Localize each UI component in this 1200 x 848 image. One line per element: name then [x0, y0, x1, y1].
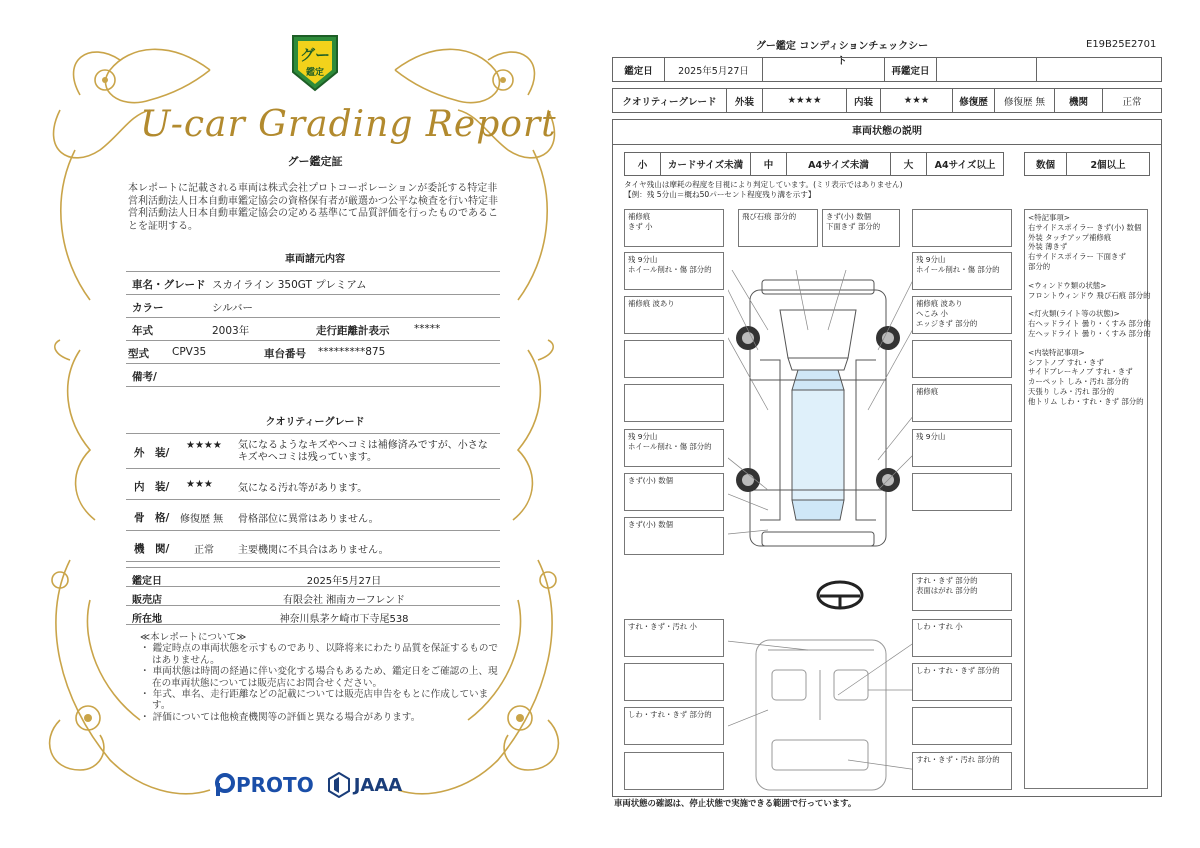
damage-box-right-fender: 補修痕 波あり へこみ 小 エッジきず 部分的 — [912, 296, 1012, 334]
interior-diagram — [756, 640, 886, 790]
date-value: 2025年5月27日 — [665, 58, 763, 81]
spec-mileage-label: 走行距離計表示 — [316, 325, 390, 337]
damage-box-interior-7 — [624, 752, 724, 790]
spec-row-remarks — [126, 363, 500, 387]
certificate-heading: グー鑑定証 — [287, 155, 343, 168]
tire-note-line-2: 【例：残 5分山＝概ね50パーセント程度残り溝を示す】 — [624, 190, 816, 199]
exterior-desc: 気になるようなキズやヘコミは補修済みですが、小さなキズやヘコミは残っています。 — [238, 440, 488, 463]
count-desc: 2個以上 — [1090, 160, 1126, 171]
special-item: フロントウィンドウ 飛び石痕 部分的 — [1028, 290, 1151, 300]
report-title: U-car Grading Report — [140, 104, 557, 145]
damage-box-top-far — [912, 209, 1012, 247]
size-legend — [624, 152, 1004, 176]
damage-box-right-door-front — [912, 340, 1012, 378]
special-item: サイドブレーキノブ すれ・きず — [1028, 367, 1133, 377]
address-label: 所在地 — [132, 614, 162, 625]
special-item: 部分的 — [1028, 261, 1051, 271]
grade-row — [612, 88, 1162, 113]
int-value: ★★★ — [881, 89, 953, 112]
special-item: 他トリム しわ・すれ・きず 部分的 — [1028, 396, 1144, 406]
special-heading: <特記事項> — [1028, 213, 1070, 222]
dealer-label: 販売店 — [132, 595, 162, 606]
special-item: シフトノブ すれ・きず — [1028, 357, 1104, 367]
damage-box-right-rear-quarter — [912, 473, 1012, 511]
damage-box-front-spoiler: きず(小) 数個 下面きず 部分的 — [822, 209, 900, 247]
sheet-title: グー鑑定 コンディションチェックシート — [755, 41, 929, 67]
spec-model-label: 型式 — [128, 348, 149, 360]
size-mid: 中 — [751, 153, 787, 175]
damage-box-wheel-rr: 残 9分山 — [912, 429, 1012, 467]
quality-grade-heading: クオリティーグレード — [265, 417, 365, 428]
address-value: 神奈川県茅ケ崎市下寺尾538 — [279, 614, 409, 625]
certificate-text: 本レポートに記載される車両は株式会社プロトコーポレーションが委託する特定非営利活動法人日本自動車鑑定協会の資格保有者が厳選かつ公平な検査を行い特定非営利活動法人日本自動車鑑定協会の定める基準にて品質評価を行ったものであることを証明する。 — [128, 183, 498, 232]
dealer-row — [126, 586, 500, 606]
special-item: 右ヘッドライト 曇り・くすみ 部分的 — [1028, 319, 1151, 329]
damage-box-left-fender: 補修痕 波あり — [624, 296, 724, 334]
note-item: ・ 車両状態は時間の経過に伴い変化する場合もあるため、鑑定日をご確認の上、現在の車両状態については販売店にお問合せください。 — [140, 666, 498, 689]
special-item: 天張り しみ・汚れ 部分的 — [1028, 386, 1114, 396]
damage-box-left-door-front — [624, 340, 724, 378]
quality-row-exterior — [126, 433, 500, 469]
redate-label: 再鑑定日 — [885, 58, 937, 81]
engine-value: 正常 — [1122, 96, 1142, 108]
dealer-value: 有限会社 湘南カーフレンド — [282, 595, 406, 606]
size-large-desc: A4サイズ以上 — [934, 160, 996, 171]
spec-color-value: シルバー — [212, 302, 254, 314]
spec-mileage-value: ***** — [414, 323, 441, 335]
engine-value: 正常 — [194, 545, 214, 556]
jaaa-logo — [328, 772, 403, 798]
spec-row-year — [126, 317, 500, 341]
engine-desc: 主要機関に不具合はありません。 — [238, 545, 389, 556]
size-large: 大 — [891, 153, 927, 175]
interior-heading: <内装特記事項> — [1028, 347, 1085, 357]
damage-box-interior-2: しわ・すれ 小 — [912, 619, 1012, 657]
damage-box-interior-5: しわ・すれ・きず 部分的 — [624, 707, 724, 745]
repair-value: 修復歴 無 — [995, 89, 1055, 112]
damage-box-rear: きず(小) 数個 — [624, 517, 724, 555]
engine-label: 機 関/ — [134, 543, 170, 555]
footer-logos — [214, 770, 402, 800]
spec-year-label: 年式 — [132, 325, 153, 337]
goo-kantei-badge-icon — [287, 32, 343, 94]
sheet-code: E19B25E2701 — [1086, 39, 1157, 50]
special-notes-box — [1024, 209, 1151, 789]
int-label: 内装 — [847, 89, 881, 112]
spec-name-value: スカイライン 350GT プレミアム — [212, 279, 367, 291]
damage-box-left-rear-quarter: きず(小) 数個 — [624, 473, 724, 511]
redate-value — [937, 58, 1037, 81]
date-blank — [763, 58, 885, 81]
damage-box-windshield: 飛び石痕 部分的 — [738, 209, 818, 247]
spec-color-label: カラー — [132, 302, 164, 314]
damage-box-interior-3 — [624, 663, 724, 701]
interior-desc: 気になる汚れ等があります。 — [238, 483, 368, 494]
qg-label: クオリティーグレード — [613, 89, 727, 112]
quality-row-frame — [126, 499, 500, 531]
window-heading: <ウィンドウ類の状態> — [1028, 280, 1107, 290]
grading-date-row — [126, 567, 500, 587]
spec-row-name — [126, 271, 500, 295]
condition-check-sheet — [608, 0, 1200, 848]
interior-label: 内 装/ — [134, 481, 170, 493]
spec-row-model — [126, 340, 500, 364]
special-item: 右サイドスポイラー きず(小) 数個 — [1028, 222, 1142, 232]
proto-mark-icon — [214, 773, 236, 797]
quality-grade-table — [126, 434, 500, 562]
spec-name-label: 車名・グレード — [132, 279, 206, 291]
spec-model-value: CPV35 — [172, 346, 207, 358]
vehicle-spec-table — [126, 272, 500, 387]
frame-label: 骨 格/ — [134, 512, 170, 524]
damage-box-left-door-rear — [624, 384, 724, 422]
frame-desc: 骨格部位に異常はありません。 — [238, 514, 379, 525]
grading-date-value: 2025年5月27日 — [306, 576, 382, 587]
tire-note — [624, 180, 903, 200]
lights-heading: <灯火類(ライト等の状態)> — [1028, 309, 1120, 319]
special-item: 右サイドスポイラー 下面きず — [1028, 252, 1126, 262]
notes-heading: ≪本レポートについて≫ — [140, 632, 247, 643]
dealer-info-table — [126, 568, 500, 625]
engine-label: 機関 — [1055, 89, 1103, 112]
special-item: 外装 薄きず — [1028, 242, 1068, 252]
damage-box-wheel-fr: 残 9分山 ホイール削れ・傷 部分的 — [912, 252, 1012, 290]
jaaa-mark-icon — [328, 772, 350, 798]
damage-box-interior-8: すれ・きず・汚れ 部分的 — [912, 752, 1012, 790]
spec-year-value: 2003年 — [212, 325, 250, 337]
exterior-stars: ★★★★ — [186, 440, 222, 451]
ext-label: 外装 — [727, 89, 763, 112]
date-label: 鑑定日 — [613, 58, 665, 81]
damage-box-front-left: 補修痕 きず 小 — [624, 209, 724, 247]
quality-row-engine — [126, 530, 500, 562]
panel-title: 車両状態の説明 — [612, 119, 1162, 145]
damage-box-interior-6 — [912, 707, 1012, 745]
address-row — [126, 605, 500, 625]
note-item: ・ 鑑定時点の車両状態を示すものであり、以降将来にわたり品質を保証するものではありません。 — [140, 643, 499, 666]
frame-value: 修復歴 無 — [180, 514, 224, 525]
grading-date-label: 鑑定日 — [132, 576, 162, 587]
badge-main-text: グー — [299, 46, 331, 64]
spec-chassis-label: 車台番号 — [264, 348, 306, 360]
damage-box-steering: すれ・きず 部分的 表面はがれ 部分的 — [912, 573, 1012, 611]
damage-box-wheel-rl: 残 9分山 ホイール削れ・傷 部分的 — [624, 429, 724, 467]
sheet-footnote: 車両状態の確認は、停止状態で実施できる範囲で行っています。 — [614, 798, 857, 808]
interior-stars: ★★★ — [186, 479, 213, 490]
spec-chassis-value: *********875 — [318, 346, 386, 358]
note-item: ・ 評価については他検査機関等の評価と異なる場合があります。 — [140, 711, 421, 723]
date-row — [612, 57, 1162, 82]
size-small-desc: カードサイズ未満 — [661, 153, 751, 175]
jaaa-logo-text: JAAA — [353, 774, 403, 796]
size-mid-desc: A4サイズ未満 — [787, 153, 891, 175]
date-blank-2 — [1037, 58, 1161, 81]
special-item: 外装 タッチアップ補修痕 — [1028, 232, 1112, 242]
spec-row-color — [126, 294, 500, 318]
quality-row-interior — [126, 468, 500, 500]
damage-box-wheel-fl: 残 9分山 ホイール削れ・傷 部分的 — [624, 252, 724, 290]
spec-remarks-label: 備考/ — [132, 371, 157, 383]
note-item: ・ 年式、車名、走行距離などの記載については販売店申告をもとに作成しています。 — [140, 689, 489, 712]
damage-box-interior-4: しわ・すれ・きず 部分的 — [912, 663, 1012, 701]
damage-box-interior-1: すれ・きず・汚れ 小 — [624, 619, 724, 657]
spec-heading: 車両諸元内容 — [285, 254, 345, 265]
repair-label: 修復歴 — [953, 89, 995, 112]
steering-wheel-icon — [818, 582, 862, 608]
count-legend — [1024, 152, 1150, 176]
special-item: カーペット しみ・汚れ 部分的 — [1028, 377, 1129, 387]
proto-logo-text: PROTO — [236, 773, 314, 797]
report-notes — [140, 632, 500, 723]
badge-sub-text: 鑑定 — [305, 68, 325, 78]
special-item: 左ヘッドライト 曇り・くすみ 部分的 — [1028, 328, 1151, 338]
proto-logo — [214, 773, 314, 797]
count-label: 数個 — [1025, 153, 1067, 175]
exterior-label: 外 装/ — [134, 447, 170, 459]
ext-value: ★★★★ — [763, 89, 847, 112]
tire-note-line-1: タイヤ残山は摩耗の程度を目視により判定しています。(ミリ表示ではありません) — [624, 180, 903, 189]
damage-box-right-door-rear: 補修痕 — [912, 384, 1012, 422]
size-small: 小 — [625, 153, 661, 175]
